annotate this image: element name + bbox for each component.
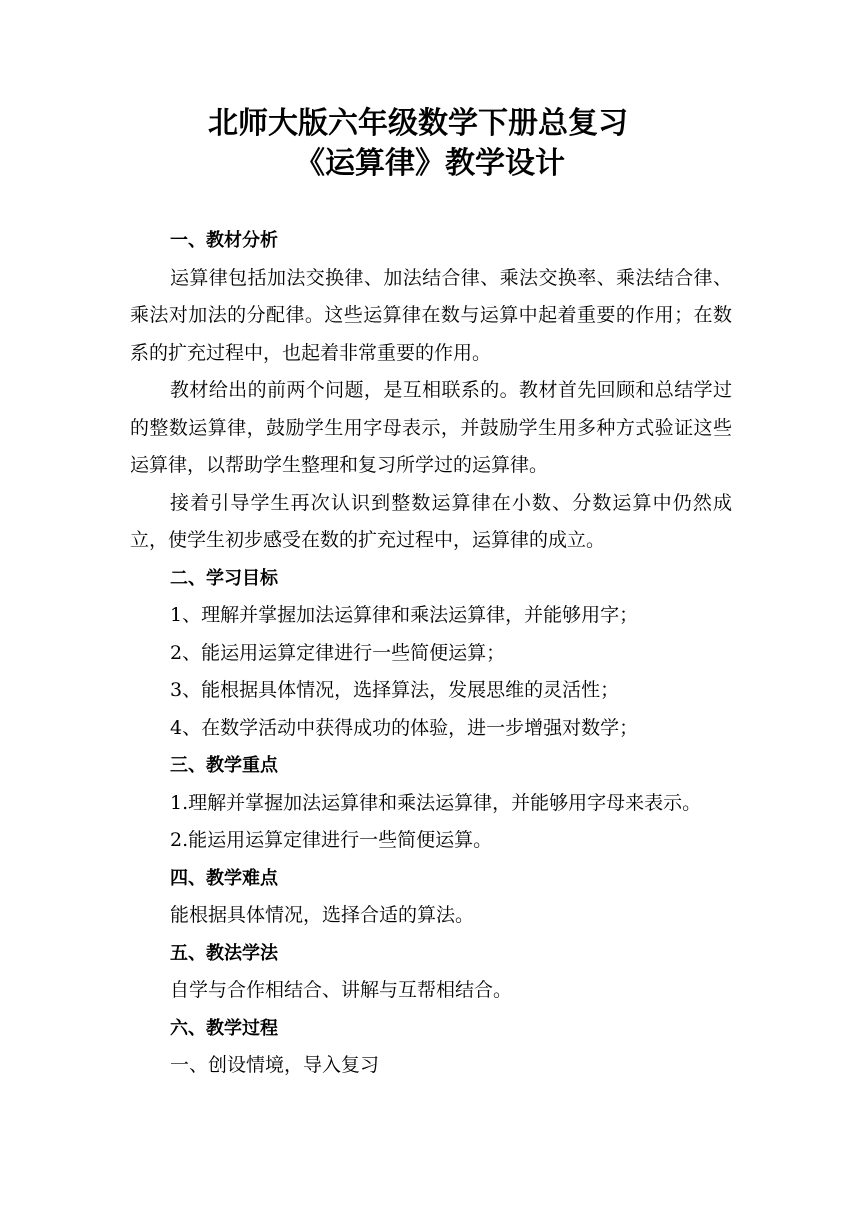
paragraph-analysis-2: 教材给出的前两个问题，是互相联系的。教材首先回顾和总结学过的整数运算律，鼓励学生用字母表示，并鼓励学生用多种方式验证这些运算律，以帮助学生整理和复习所学过的运算律。 xyxy=(130,379,732,476)
document-body xyxy=(130,222,732,1085)
paragraph-analysis-1: 运算律包括加法交换律、加法结合律、乘法交换率、乘法结合律、乘法对加法的分配律。这些运算律在数与运算中起着重要的作用；在数系的扩充过程中，也起着非常重要的作用。 xyxy=(130,266,732,364)
methods-text: 自学与合作相结合、讲解与互帮相结合。 xyxy=(170,979,513,1001)
section-heading-key-points: 三、教学重点 xyxy=(170,755,278,776)
document-subtitle: 《运算律》教学设计 xyxy=(295,146,565,181)
objective-item: 4、在数学活动中获得成功的体验，进一步增强对数学； xyxy=(170,716,639,739)
difficulty-text: 能根据具体情况，选择合适的算法。 xyxy=(170,904,475,926)
objective-item: 1、理解并掌握加法运算律和乘法运算律，并能够用字； xyxy=(170,604,639,626)
section-heading-teaching-process: 六、教学过程 xyxy=(170,1017,278,1039)
section-heading-methods: 五、教法学法 xyxy=(170,942,278,964)
section-heading-textbook-analysis: 一、教材分析 xyxy=(170,230,278,251)
process-step: 一、创设情境，导入复习 xyxy=(170,1054,380,1076)
key-point-item: 1.理解并掌握加法运算律和乘法运算律，并能够用字母来表示。 xyxy=(170,791,702,814)
paragraph-analysis-3: 接着引导学生再次认识到整数运算律在小数、分数运算中仍然成立，使学生初步感受在数的扩充过程中，运算律的成立。 xyxy=(130,491,732,551)
document-title: 北师大版六年级数学下册总复习 xyxy=(208,106,628,141)
objective-item: 3、能根据具体情况，选择算法，发展思维的灵活性； xyxy=(170,679,620,701)
section-heading-difficulties: 四、教学难点 xyxy=(170,867,278,889)
key-point-item: 2.能运用运算定律进行一些简便运算。 xyxy=(170,829,493,851)
section-heading-learning-objectives: 二、学习目标 xyxy=(170,567,278,589)
objective-item: 2、能运用运算定律进行一些简便运算； xyxy=(170,641,506,664)
